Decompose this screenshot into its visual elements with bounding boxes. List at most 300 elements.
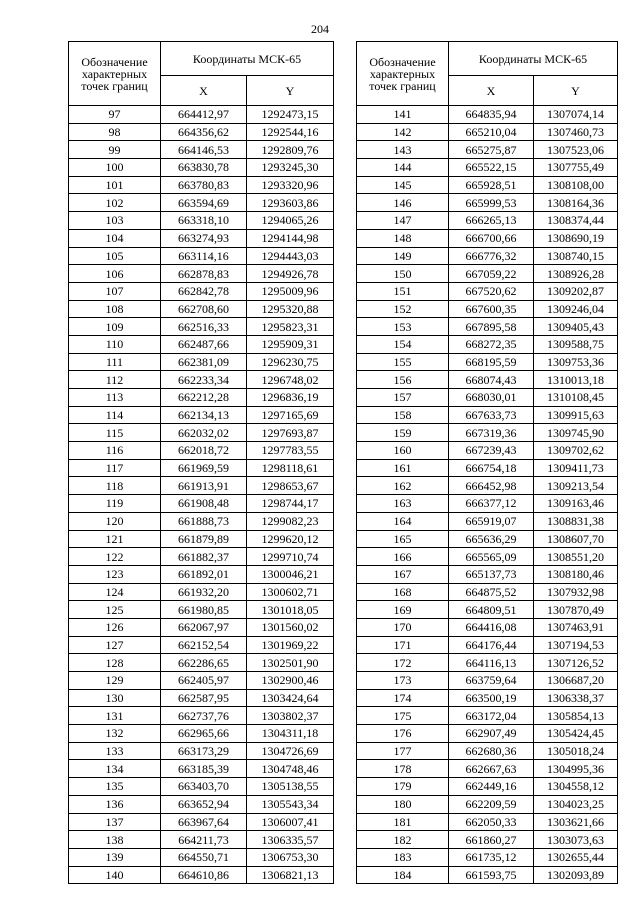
x-coordinate-cell: 662487,66 <box>161 335 247 353</box>
table-row <box>69 406 334 424</box>
point-number-cell: 174 <box>357 689 449 707</box>
x-coordinate-cell: 668195,59 <box>449 353 534 371</box>
x-coordinate-cell: 662032,02 <box>161 424 247 442</box>
table-row <box>357 247 618 265</box>
point-header: Обозначение характерных точек границ <box>357 42 449 106</box>
y-coordinate-cell: 1298653,67 <box>247 477 334 495</box>
table-row <box>69 300 334 318</box>
table-row <box>357 265 618 283</box>
point-number-cell: 150 <box>357 265 449 283</box>
y-coordinate-cell: 1303802,37 <box>247 707 334 725</box>
x-coordinate-cell: 668030,01 <box>449 389 534 407</box>
point-number-cell: 133 <box>69 742 161 760</box>
y-coordinate-cell: 1305543,34 <box>247 795 334 813</box>
y-coordinate-cell: 1309411,73 <box>534 459 618 477</box>
y-coordinate-cell: 1309246,04 <box>534 300 618 318</box>
table-row <box>357 512 618 530</box>
x-coordinate-cell: 662405,97 <box>161 672 247 690</box>
point-number-cell: 129 <box>69 672 161 690</box>
table-row <box>357 848 618 866</box>
y-coordinate-cell: 1303621,66 <box>534 813 618 831</box>
point-number-cell: 167 <box>357 565 449 583</box>
y-coordinate-cell: 1301560,02 <box>247 618 334 636</box>
y-coordinate-cell: 1294144,98 <box>247 229 334 247</box>
point-number-cell: 166 <box>357 548 449 566</box>
point-number-cell: 108 <box>69 300 161 318</box>
table-row <box>357 618 618 636</box>
x-coordinate-cell: 662965,66 <box>161 725 247 743</box>
point-number-cell: 158 <box>357 406 449 424</box>
y-coordinate-cell: 1301018,05 <box>247 601 334 619</box>
point-number-cell: 134 <box>69 760 161 778</box>
point-number-cell: 148 <box>357 229 449 247</box>
y-coordinate-cell: 1310108,45 <box>534 389 618 407</box>
point-number-cell: 107 <box>69 282 161 300</box>
table-row <box>69 194 334 212</box>
x-header: X <box>449 76 534 106</box>
x-coordinate-cell: 662050,33 <box>449 813 534 831</box>
x-coordinate-cell: 665919,07 <box>449 512 534 530</box>
point-number-cell: 114 <box>69 406 161 424</box>
y-coordinate-cell: 1293245,30 <box>247 159 334 177</box>
table-row <box>69 742 334 760</box>
point-number-cell: 118 <box>69 477 161 495</box>
x-coordinate-cell: 666265,13 <box>449 212 534 230</box>
point-number-cell: 157 <box>357 389 449 407</box>
point-number-cell: 124 <box>69 583 161 601</box>
table-row <box>357 194 618 212</box>
coordinates-table-right <box>356 41 618 884</box>
point-number-cell: 142 <box>357 123 449 141</box>
point-number-cell: 182 <box>357 831 449 849</box>
table-row <box>357 176 618 194</box>
point-number-cell: 149 <box>357 247 449 265</box>
x-coordinate-cell: 662587,95 <box>161 689 247 707</box>
table-row <box>357 159 618 177</box>
table-row <box>69 389 334 407</box>
x-coordinate-cell: 662067,97 <box>161 618 247 636</box>
point-number-cell: 165 <box>357 530 449 548</box>
y-coordinate-cell: 1309915,63 <box>534 406 618 424</box>
table-row <box>357 371 618 389</box>
table-row <box>357 831 618 849</box>
table-row <box>357 123 618 141</box>
x-coordinate-cell: 666776,32 <box>449 247 534 265</box>
point-number-cell: 113 <box>69 389 161 407</box>
point-number-cell: 131 <box>69 707 161 725</box>
y-coordinate-cell: 1309745,90 <box>534 424 618 442</box>
x-coordinate-cell: 663403,70 <box>161 778 247 796</box>
x-coordinate-cell: 666452,98 <box>449 477 534 495</box>
y-header: Y <box>534 76 618 106</box>
y-coordinate-cell: 1309163,46 <box>534 495 618 513</box>
y-coordinate-cell: 1295320,88 <box>247 300 334 318</box>
x-coordinate-cell: 665565,09 <box>449 548 534 566</box>
point-number-cell: 143 <box>357 141 449 159</box>
table-row <box>357 141 618 159</box>
y-coordinate-cell: 1309588,75 <box>534 335 618 353</box>
table-row <box>357 300 618 318</box>
x-coordinate-cell: 665210,04 <box>449 123 534 141</box>
x-coordinate-cell: 661908,48 <box>161 495 247 513</box>
point-number-cell: 103 <box>69 212 161 230</box>
table-row <box>357 477 618 495</box>
x-coordinate-cell: 661888,73 <box>161 512 247 530</box>
table-row <box>357 866 618 884</box>
x-coordinate-cell: 664412,97 <box>161 106 247 124</box>
table-row <box>357 654 618 672</box>
x-coordinate-cell: 662152,54 <box>161 636 247 654</box>
y-coordinate-cell: 1309702,62 <box>534 442 618 460</box>
point-number-cell: 139 <box>69 848 161 866</box>
point-number-cell: 97 <box>69 106 161 124</box>
point-number-cell: 154 <box>357 335 449 353</box>
x-coordinate-cell: 664416,08 <box>449 618 534 636</box>
point-header: Обозначение характерных точек границ <box>69 42 161 106</box>
y-coordinate-cell: 1304726,69 <box>247 742 334 760</box>
x-coordinate-cell: 661860,27 <box>449 831 534 849</box>
point-number-cell: 116 <box>69 442 161 460</box>
y-coordinate-cell: 1294065,26 <box>247 212 334 230</box>
y-coordinate-cell: 1298118,61 <box>247 459 334 477</box>
table-row <box>69 212 334 230</box>
y-coordinate-cell: 1299620,12 <box>247 530 334 548</box>
y-coordinate-cell: 1307523,06 <box>534 141 618 159</box>
y-coordinate-cell: 1294443,03 <box>247 247 334 265</box>
point-number-cell: 151 <box>357 282 449 300</box>
x-coordinate-cell: 668272,35 <box>449 335 534 353</box>
table-row <box>69 229 334 247</box>
point-number-cell: 138 <box>69 831 161 849</box>
point-number-cell: 119 <box>69 495 161 513</box>
table-row <box>357 742 618 760</box>
x-coordinate-cell: 667319,36 <box>449 424 534 442</box>
table-row <box>69 848 334 866</box>
table-row <box>69 866 334 884</box>
table-row <box>357 282 618 300</box>
point-number-cell: 180 <box>357 795 449 813</box>
x-coordinate-cell: 663967,64 <box>161 813 247 831</box>
y-coordinate-cell: 1307870,49 <box>534 601 618 619</box>
table-row <box>69 636 334 654</box>
x-coordinate-cell: 665522,15 <box>449 159 534 177</box>
table-row <box>69 371 334 389</box>
x-coordinate-cell: 662134,13 <box>161 406 247 424</box>
point-number-cell: 140 <box>69 866 161 884</box>
y-coordinate-cell: 1305138,55 <box>247 778 334 796</box>
x-coordinate-cell: 661969,59 <box>161 459 247 477</box>
x-coordinate-cell: 663830,78 <box>161 159 247 177</box>
table-row <box>69 265 334 283</box>
x-coordinate-cell: 665999,53 <box>449 194 534 212</box>
table-row <box>69 159 334 177</box>
table-row <box>69 318 334 336</box>
page-number: 204 <box>311 22 329 36</box>
x-coordinate-cell: 664550,71 <box>161 848 247 866</box>
y-coordinate-cell: 1304558,12 <box>534 778 618 796</box>
coords-header: Координаты МСК-65 <box>449 42 618 76</box>
coordinates-table-left <box>68 41 334 884</box>
table-row <box>69 442 334 460</box>
table-row <box>69 247 334 265</box>
table-row <box>69 760 334 778</box>
point-number-cell: 123 <box>69 565 161 583</box>
y-coordinate-cell: 1302655,44 <box>534 848 618 866</box>
table-row <box>357 813 618 831</box>
table-row <box>69 778 334 796</box>
y-coordinate-cell: 1306687,20 <box>534 672 618 690</box>
table-row <box>69 353 334 371</box>
x-coordinate-cell: 661882,37 <box>161 548 247 566</box>
x-coordinate-cell: 667520,62 <box>449 282 534 300</box>
x-coordinate-cell: 664610,86 <box>161 866 247 884</box>
x-coordinate-cell: 665275,87 <box>449 141 534 159</box>
point-number-cell: 105 <box>69 247 161 265</box>
table-row <box>357 636 618 654</box>
x-coordinate-cell: 663172,04 <box>449 707 534 725</box>
table-row <box>357 459 618 477</box>
point-number-cell: 146 <box>357 194 449 212</box>
point-number-cell: 169 <box>357 601 449 619</box>
x-coordinate-cell: 661932,20 <box>161 583 247 601</box>
table-row <box>69 725 334 743</box>
point-number-cell: 122 <box>69 548 161 566</box>
y-coordinate-cell: 1304311,18 <box>247 725 334 743</box>
x-coordinate-cell: 664211,73 <box>161 831 247 849</box>
y-coordinate-cell: 1297165,69 <box>247 406 334 424</box>
point-number-cell: 127 <box>69 636 161 654</box>
y-coordinate-cell: 1292544,16 <box>247 123 334 141</box>
table-row <box>69 548 334 566</box>
y-coordinate-cell: 1307460,73 <box>534 123 618 141</box>
table-row <box>69 512 334 530</box>
point-number-cell: 178 <box>357 760 449 778</box>
table-row <box>69 495 334 513</box>
point-number-cell: 172 <box>357 654 449 672</box>
y-coordinate-cell: 1309213,54 <box>534 477 618 495</box>
point-number-cell: 137 <box>69 813 161 831</box>
point-number-cell: 136 <box>69 795 161 813</box>
table-row <box>69 618 334 636</box>
y-coordinate-cell: 1304023,25 <box>534 795 618 813</box>
y-coordinate-cell: 1308831,38 <box>534 512 618 530</box>
table-row <box>69 672 334 690</box>
y-coordinate-cell: 1303424,64 <box>247 689 334 707</box>
x-coordinate-cell: 662286,65 <box>161 654 247 672</box>
table-row <box>357 707 618 725</box>
point-number-cell: 161 <box>357 459 449 477</box>
x-coordinate-cell: 667895,58 <box>449 318 534 336</box>
y-coordinate-cell: 1301969,22 <box>247 636 334 654</box>
point-number-cell: 104 <box>69 229 161 247</box>
x-coordinate-cell: 662842,78 <box>161 282 247 300</box>
point-number-cell: 152 <box>357 300 449 318</box>
y-coordinate-cell: 1292809,76 <box>247 141 334 159</box>
y-coordinate-cell: 1309753,36 <box>534 353 618 371</box>
point-number-cell: 130 <box>69 689 161 707</box>
y-coordinate-cell: 1300046,21 <box>247 565 334 583</box>
point-number-cell: 106 <box>69 265 161 283</box>
y-coordinate-cell: 1308607,70 <box>534 530 618 548</box>
x-coordinate-cell: 667059,22 <box>449 265 534 283</box>
point-number-cell: 99 <box>69 141 161 159</box>
y-coordinate-cell: 1307194,53 <box>534 636 618 654</box>
table-row <box>357 495 618 513</box>
table-row <box>357 212 618 230</box>
y-coordinate-cell: 1297783,55 <box>247 442 334 460</box>
x-coordinate-cell: 665137,73 <box>449 565 534 583</box>
point-number-cell: 171 <box>357 636 449 654</box>
point-number-cell: 112 <box>69 371 161 389</box>
table-row <box>357 601 618 619</box>
x-coordinate-cell: 664176,44 <box>449 636 534 654</box>
y-coordinate-cell: 1309405,43 <box>534 318 618 336</box>
y-coordinate-cell: 1306335,57 <box>247 831 334 849</box>
point-number-cell: 156 <box>357 371 449 389</box>
y-coordinate-cell: 1294926,78 <box>247 265 334 283</box>
x-coordinate-cell: 663114,16 <box>161 247 247 265</box>
table-row <box>357 389 618 407</box>
y-coordinate-cell: 1298744,17 <box>247 495 334 513</box>
x-coordinate-cell: 664809,51 <box>449 601 534 619</box>
table-row <box>69 813 334 831</box>
point-number-cell: 126 <box>69 618 161 636</box>
x-coordinate-cell: 663594,69 <box>161 194 247 212</box>
point-number-cell: 181 <box>357 813 449 831</box>
x-coordinate-cell: 661980,85 <box>161 601 247 619</box>
point-number-cell: 170 <box>357 618 449 636</box>
point-number-cell: 145 <box>357 176 449 194</box>
point-number-cell: 110 <box>69 335 161 353</box>
y-coordinate-cell: 1305424,45 <box>534 725 618 743</box>
y-coordinate-cell: 1308551,20 <box>534 548 618 566</box>
x-coordinate-cell: 666754,18 <box>449 459 534 477</box>
table-row <box>69 689 334 707</box>
y-coordinate-cell: 1306007,41 <box>247 813 334 831</box>
x-coordinate-cell: 662737,76 <box>161 707 247 725</box>
point-number-cell: 160 <box>357 442 449 460</box>
point-number-cell: 100 <box>69 159 161 177</box>
table-row <box>69 583 334 601</box>
point-number-cell: 177 <box>357 742 449 760</box>
x-coordinate-cell: 663173,29 <box>161 742 247 760</box>
x-coordinate-cell: 661892,01 <box>161 565 247 583</box>
table-row <box>69 176 334 194</box>
table-row <box>357 778 618 796</box>
point-number-cell: 128 <box>69 654 161 672</box>
point-number-cell: 144 <box>357 159 449 177</box>
point-number-cell: 162 <box>357 477 449 495</box>
y-coordinate-cell: 1308740,15 <box>534 247 618 265</box>
y-coordinate-cell: 1306821,13 <box>247 866 334 884</box>
table-row <box>69 601 334 619</box>
y-coordinate-cell: 1293603,86 <box>247 194 334 212</box>
point-number-cell: 111 <box>69 353 161 371</box>
table-row <box>357 106 618 124</box>
table-row <box>357 760 618 778</box>
point-number-cell: 183 <box>357 848 449 866</box>
table-row <box>357 318 618 336</box>
x-header: X <box>161 76 247 106</box>
x-coordinate-cell: 665636,29 <box>449 530 534 548</box>
point-number-cell: 125 <box>69 601 161 619</box>
point-number-cell: 164 <box>357 512 449 530</box>
y-coordinate-cell: 1308164,36 <box>534 194 618 212</box>
y-coordinate-cell: 1305018,24 <box>534 742 618 760</box>
table-row <box>69 831 334 849</box>
x-coordinate-cell: 661593,75 <box>449 866 534 884</box>
point-number-cell: 163 <box>357 495 449 513</box>
point-number-cell: 141 <box>357 106 449 124</box>
x-coordinate-cell: 661913,91 <box>161 477 247 495</box>
y-coordinate-cell: 1302093,89 <box>534 866 618 884</box>
x-coordinate-cell: 662209,59 <box>449 795 534 813</box>
point-number-cell: 98 <box>69 123 161 141</box>
y-coordinate-cell: 1303073,63 <box>534 831 618 849</box>
point-number-cell: 176 <box>357 725 449 743</box>
point-number-cell: 109 <box>69 318 161 336</box>
x-coordinate-cell: 664116,13 <box>449 654 534 672</box>
y-coordinate-cell: 1308108,00 <box>534 176 618 194</box>
x-coordinate-cell: 662018,72 <box>161 442 247 460</box>
point-number-cell: 101 <box>69 176 161 194</box>
y-coordinate-cell: 1295909,31 <box>247 335 334 353</box>
y-coordinate-cell: 1302900,46 <box>247 672 334 690</box>
x-coordinate-cell: 662708,60 <box>161 300 247 318</box>
point-number-cell: 175 <box>357 707 449 725</box>
table-row <box>357 442 618 460</box>
table-row <box>69 795 334 813</box>
x-coordinate-cell: 664835,94 <box>449 106 534 124</box>
point-number-cell: 120 <box>69 512 161 530</box>
x-coordinate-cell: 665928,51 <box>449 176 534 194</box>
table-row <box>357 229 618 247</box>
y-coordinate-cell: 1307755,49 <box>534 159 618 177</box>
table-row <box>357 689 618 707</box>
x-coordinate-cell: 664356,62 <box>161 123 247 141</box>
table-row <box>357 335 618 353</box>
x-coordinate-cell: 662878,83 <box>161 265 247 283</box>
table-row <box>357 353 618 371</box>
table-row <box>357 672 618 690</box>
point-number-cell: 115 <box>69 424 161 442</box>
x-coordinate-cell: 666700,66 <box>449 229 534 247</box>
table-row <box>357 406 618 424</box>
y-coordinate-cell: 1305854,13 <box>534 707 618 725</box>
table-row <box>357 530 618 548</box>
point-number-cell: 153 <box>357 318 449 336</box>
x-coordinate-cell: 667633,73 <box>449 406 534 424</box>
point-number-cell: 135 <box>69 778 161 796</box>
x-coordinate-cell: 661735,12 <box>449 848 534 866</box>
x-coordinate-cell: 663318,10 <box>161 212 247 230</box>
x-coordinate-cell: 663274,93 <box>161 229 247 247</box>
table-row <box>69 530 334 548</box>
x-coordinate-cell: 662449,16 <box>449 778 534 796</box>
table-row <box>69 282 334 300</box>
point-number-cell: 179 <box>357 778 449 796</box>
y-coordinate-cell: 1308374,44 <box>534 212 618 230</box>
table-row <box>69 654 334 672</box>
point-number-cell: 184 <box>357 866 449 884</box>
y-coordinate-cell: 1310013,18 <box>534 371 618 389</box>
y-coordinate-cell: 1300602,71 <box>247 583 334 601</box>
table-row <box>69 477 334 495</box>
table-row <box>69 106 334 124</box>
table-row <box>357 725 618 743</box>
y-coordinate-cell: 1292473,15 <box>247 106 334 124</box>
table-row <box>69 141 334 159</box>
